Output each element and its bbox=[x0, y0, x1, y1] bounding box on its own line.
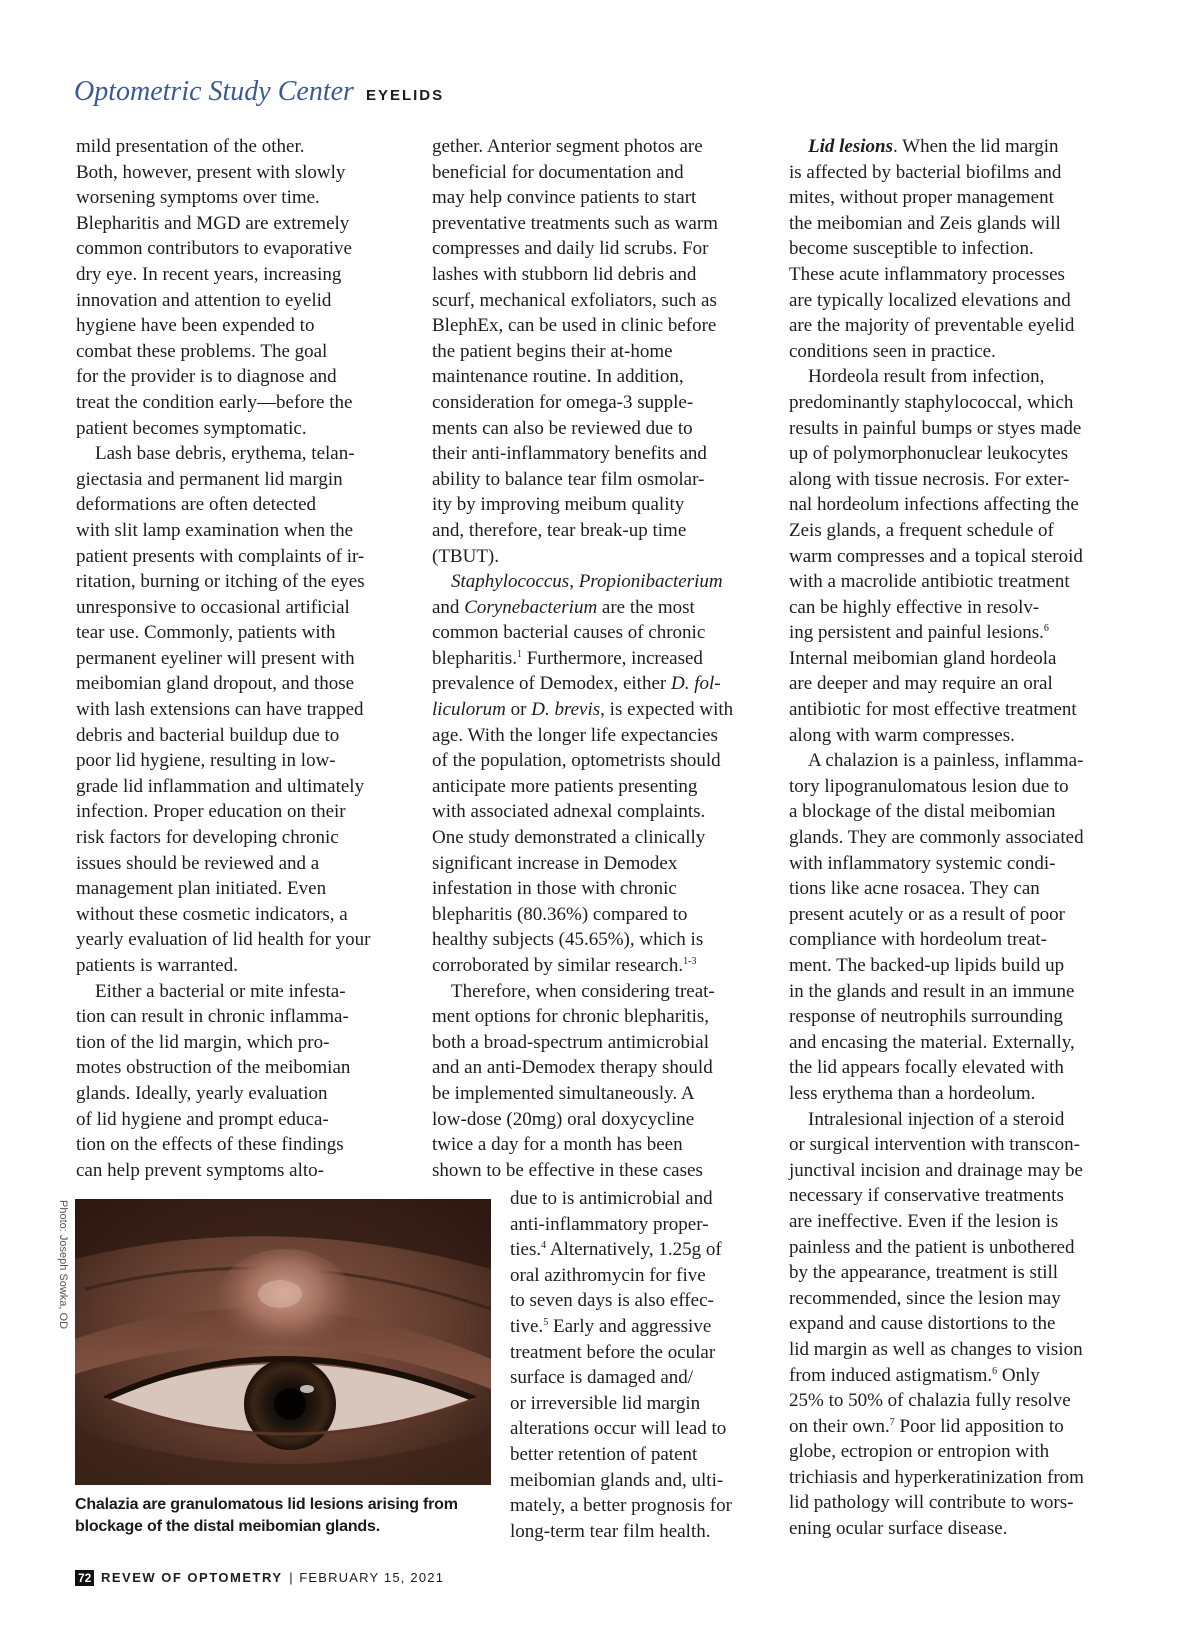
text-line: low-dose (20mg) oral doxycycline bbox=[432, 1108, 695, 1130]
text-line: meibomian glands and, ulti- bbox=[510, 1469, 724, 1491]
text-line: lid pathology will contribute to wors- bbox=[789, 1492, 1074, 1514]
text-line: can help prevent symptoms alto- bbox=[76, 1159, 324, 1181]
text-line: worsening symptoms over time. bbox=[76, 187, 320, 209]
text-line: prevalence of Demodex, either D. fol- bbox=[432, 673, 721, 695]
text-line: healthy subjects (45.65%), which is bbox=[432, 929, 704, 951]
text-line: anticipate more patients presenting bbox=[432, 775, 698, 797]
text-line: oral azithromycin for five bbox=[510, 1264, 706, 1286]
text-line: may help convince patients to start bbox=[432, 187, 697, 209]
text-line: glands. They are commonly associated bbox=[789, 827, 1084, 849]
text-line: the meibomian and Zeis glands will bbox=[789, 212, 1061, 234]
text-line: Lid lesions. When the lid margin bbox=[808, 136, 1059, 157]
text-line: These acute inflammatory processes bbox=[789, 263, 1065, 285]
text-line: treatment before the ocular bbox=[510, 1341, 716, 1363]
text-line: are ineffective. Even if the lesion is bbox=[789, 1210, 1059, 1232]
publication-name: REVEW OF OPTOMETRY bbox=[100, 1570, 283, 1585]
text-line: globe, ectropion or entropion with bbox=[789, 1441, 1050, 1463]
text-line: present acutely or as a result of poor bbox=[789, 903, 1065, 925]
text-line: combat these problems. The goal bbox=[76, 340, 328, 362]
text-line: Hordeola result from infection, bbox=[808, 366, 1045, 388]
text-line: anti-inflammatory proper- bbox=[510, 1213, 709, 1235]
text-line: giectasia and permanent lid margin bbox=[76, 468, 343, 490]
text-line: expand and cause distortions to the bbox=[789, 1313, 1056, 1335]
text-line: their anti-inflammatory benefits and bbox=[432, 443, 707, 465]
text-line: compresses and daily lid scrubs. For bbox=[432, 238, 709, 260]
text-line: blepharitis.$^1$ Furthermore, increased bbox=[432, 647, 703, 669]
text-line: deformations are often detected bbox=[76, 494, 317, 516]
text-line: patient presents with complaints of ir- bbox=[76, 545, 365, 567]
text-line: mately, a better prognosis for bbox=[510, 1495, 732, 1517]
text-line: Both, however, present with slowly bbox=[76, 161, 346, 183]
text-line: age. With the longer life expectancies bbox=[432, 724, 718, 746]
column-1 bbox=[76, 134, 406, 1183]
text-line: and encasing the material. Externally, bbox=[789, 1031, 1075, 1053]
text-line: antibiotic for most effective treatment bbox=[789, 699, 1077, 721]
text-line: ments can also be reviewed due to bbox=[432, 417, 693, 439]
text-line: long-term tear film health. bbox=[510, 1520, 711, 1542]
text-line: with a macrolide antibiotic treatment bbox=[789, 571, 1070, 593]
text-line: treat the condition early—before the bbox=[76, 391, 353, 413]
text-line: Staphylococcus, Propionibacterium bbox=[451, 571, 723, 593]
text-line: a blockage of the distal meibomian bbox=[789, 801, 1056, 823]
text-line: conditions seen in practice. bbox=[789, 340, 996, 362]
text-line: lashes with stubborn lid debris and bbox=[432, 263, 697, 285]
page-footer bbox=[75, 1570, 444, 1586]
text-line: surface is damaged and/ bbox=[510, 1367, 694, 1389]
text-line: can be highly effective in resolv- bbox=[789, 596, 1040, 618]
text-line: is affected by bacterial biofilms and bbox=[789, 161, 1062, 183]
text-line: BlephEx, can be used in clinic before bbox=[432, 315, 717, 337]
text-line: better retention of patent bbox=[510, 1443, 698, 1465]
text-line: and, therefore, tear break-up time bbox=[432, 519, 687, 541]
text-line: meibomian gland dropout, and those bbox=[76, 673, 355, 695]
text-line: along with tissue necrosis. For exter- bbox=[789, 468, 1070, 490]
text-line: Therefore, when considering treat- bbox=[451, 980, 715, 1002]
text-line: One study demonstrated a clinically bbox=[432, 827, 706, 849]
text-line: or irreversible lid margin bbox=[510, 1392, 701, 1414]
text-line: alterations occur will lead to bbox=[510, 1418, 727, 1440]
text-line: management plan initiated. Even bbox=[76, 878, 327, 900]
text-line: (TBUT). bbox=[432, 545, 500, 567]
text-line: innovation and attention to eyelid bbox=[76, 289, 332, 311]
text-line: ties.$^4$ Alternatively, 1.25g of bbox=[510, 1239, 722, 1261]
text-line: in the glands and result in an immune bbox=[789, 980, 1075, 1002]
text-line: common contributors to evaporative bbox=[76, 238, 352, 260]
text-line: shown to be effective in these cases bbox=[432, 1159, 703, 1181]
text-line: up of polymorphonuclear leukocytes bbox=[789, 443, 1069, 465]
text-line: ability to balance tear film osmolar- bbox=[432, 468, 705, 490]
text-line: are the majority of preventable eyelid bbox=[789, 315, 1075, 337]
text-line: be implemented simultaneously. A bbox=[432, 1082, 695, 1104]
text-line: patient becomes symptomatic. bbox=[76, 417, 307, 439]
text-line: Blepharitis and MGD are extremely bbox=[76, 212, 350, 234]
text-line: unresponsive to occasional artificial bbox=[76, 596, 350, 618]
text-line: tions like acne rosacea. They can bbox=[789, 878, 1040, 900]
text-line: poor lid hygiene, resulting in low- bbox=[76, 750, 336, 772]
text-line: with lash extensions can have trapped bbox=[76, 699, 364, 721]
text-line: infection. Proper education on their bbox=[76, 801, 346, 823]
text-line: tive.$^5$ Early and aggressive bbox=[510, 1315, 712, 1337]
text-line: Either a bacterial or mite infesta- bbox=[95, 980, 346, 1002]
text-line: warm compresses and a topical steroid bbox=[789, 545, 1083, 567]
text-line: compliance with hordeolum treat- bbox=[789, 929, 1047, 951]
text-line: blepharitis (80.36%) compared to bbox=[432, 903, 688, 925]
text-line: tory lipogranulomatous lesion due to bbox=[789, 775, 1069, 797]
text-line: scurf, mechanical exfoliators, such as bbox=[432, 289, 717, 311]
text-line: on their own.$^7$ Poor lid apposition to bbox=[789, 1415, 1064, 1437]
text-line: glands. Ideally, yearly evaluation bbox=[76, 1082, 328, 1104]
text-line: or surgical intervention with transcon- bbox=[789, 1134, 1080, 1156]
text-line: due to is antimicrobial and bbox=[510, 1188, 713, 1209]
text-line: necessary if conservative treatments bbox=[789, 1185, 1064, 1207]
text-line: are typically localized elevations and bbox=[789, 289, 1071, 311]
text-line: the patient begins their at-home bbox=[432, 340, 673, 362]
text-line: tion can result in chronic inflamma- bbox=[76, 1006, 349, 1028]
text-line: common bacterial causes of chronic bbox=[432, 622, 706, 644]
text-line: with slit lamp examination when the bbox=[76, 519, 354, 541]
page-number: 72 bbox=[75, 1570, 94, 1586]
text-line: without these cosmetic indicators, a bbox=[76, 903, 348, 925]
text-line: preventative treatments such as warm bbox=[432, 212, 718, 234]
text-line: to seven days is also effec- bbox=[510, 1290, 714, 1312]
chalazion-photo bbox=[75, 1199, 491, 1485]
text-line: the lid appears focally elevated with bbox=[789, 1057, 1064, 1079]
text-line: both a broad-spectrum antimicrobial bbox=[432, 1031, 709, 1053]
text-line: nal hordeolum infections affecting the bbox=[789, 494, 1079, 516]
column-2 bbox=[432, 134, 762, 1183]
text-line: ening ocular surface disease. bbox=[789, 1518, 1008, 1540]
text-line: Zeis glands, a frequent schedule of bbox=[789, 519, 1054, 541]
text-line: lid margin as well as changes to vision bbox=[789, 1338, 1083, 1360]
text-line: risk factors for developing chronic bbox=[76, 827, 339, 849]
text-line: consideration for omega-3 supple- bbox=[432, 391, 694, 413]
text-line: tion of the lid margin, which pro- bbox=[76, 1031, 330, 1053]
text-line: from induced astigmatism.$^6$ Only bbox=[789, 1364, 1040, 1386]
text-line: ment. The backed-up lipids build up bbox=[789, 955, 1065, 976]
text-line: debris and bacterial buildup due to bbox=[76, 724, 340, 746]
text-line: with associated adnexal complaints. bbox=[432, 801, 706, 823]
text-line: become susceptible to infection. bbox=[789, 238, 1034, 260]
text-line: beneficial for documentation and bbox=[432, 161, 684, 183]
text-line: along with warm compresses. bbox=[789, 724, 1015, 746]
text-line: and Corynebacterium are the most bbox=[432, 596, 695, 618]
text-line: dry eye. In recent years, increasing bbox=[76, 263, 342, 285]
column-3 bbox=[789, 134, 1119, 1542]
text-line: infestation in those with chronic bbox=[432, 878, 677, 900]
text-line: issues should be reviewed and a bbox=[76, 852, 320, 874]
text-line: trichiasis and hyperkeratinization from bbox=[789, 1466, 1084, 1488]
figure-caption: Chalazia are granulomatous lid lesions arising from blockage of the distal meibomian glands. bbox=[75, 1496, 458, 1535]
text-line: gether. Anterior segment photos are bbox=[432, 136, 703, 157]
text-line: recommended, since the lesion may bbox=[789, 1287, 1061, 1309]
text-line: ity by improving meibum quality bbox=[432, 494, 685, 516]
text-line: by the appearance, treatment is still bbox=[789, 1262, 1059, 1284]
photo-credit bbox=[55, 1200, 71, 1350]
text-line: mild presentation of the other. bbox=[76, 136, 305, 157]
text-line: tion on the effects of these findings bbox=[76, 1134, 344, 1156]
text-line: and an anti-Demodex therapy should bbox=[432, 1057, 713, 1079]
text-line: patients is warranted. bbox=[76, 955, 238, 976]
text-line: hygiene have been expended to bbox=[76, 315, 315, 337]
running-header bbox=[74, 76, 444, 108]
text-line: 25% to 50% of chalazia fully resolve bbox=[789, 1390, 1071, 1412]
text-line: response of neutrophils surrounding bbox=[789, 1006, 1063, 1028]
text-line: Internal meibomian gland hordeola bbox=[789, 647, 1057, 669]
text-line: painless and the patient is unbothered bbox=[789, 1236, 1075, 1258]
text-line: motes obstruction of the meibomian bbox=[76, 1057, 351, 1079]
text-line: junctival incision and drainage may be bbox=[789, 1159, 1083, 1181]
text-line: twice a day for a month has been bbox=[432, 1134, 683, 1156]
text-line: results in painful bumps or styes made bbox=[789, 417, 1082, 439]
text-line: liculorum or D. brevis, is expected with bbox=[432, 699, 734, 721]
text-line: for the provider is to diagnose and bbox=[76, 366, 337, 388]
eye-illustration bbox=[75, 1199, 491, 1485]
text-line: of the population, optometrists should bbox=[432, 750, 721, 772]
text-line: less erythema than a hordeolum. bbox=[789, 1082, 1036, 1104]
text-line: significant increase in Demodex bbox=[432, 852, 678, 874]
footer-separator: | bbox=[289, 1570, 293, 1585]
text-line: predominantly staphylococcal, which bbox=[789, 391, 1074, 413]
text-line: ritation, burning or itching of the eyes bbox=[76, 571, 365, 593]
text-line: mites, without proper management bbox=[789, 187, 1054, 209]
text-line: are deeper and may require an oral bbox=[789, 673, 1053, 695]
text-line: with inflammatory systemic condi- bbox=[789, 852, 1056, 874]
text-line: permanent eyeliner will present with bbox=[76, 647, 355, 669]
text-line: tear use. Commonly, patients with bbox=[76, 622, 336, 644]
issue-date: FEBRUARY 15, 2021 bbox=[299, 1570, 445, 1585]
photo-credit-text: Photo: Joseph Sowka, OD bbox=[57, 1200, 69, 1330]
text-line: Lash base debris, erythema, telan- bbox=[95, 443, 355, 465]
text-line: ing persistent and painful lesions.$^6$ bbox=[789, 622, 1049, 644]
text-line: maintenance routine. In addition, bbox=[432, 366, 684, 388]
text-line: yearly evaluation of lid health for your bbox=[76, 929, 371, 951]
text-line: Intralesional injection of a steroid bbox=[808, 1108, 1065, 1130]
text-line: of lid hygiene and prompt educa- bbox=[76, 1108, 329, 1130]
text-line: A chalazion is a painless, inflamma- bbox=[808, 750, 1084, 772]
text-line: ment options for chronic blepharitis, bbox=[432, 1006, 710, 1028]
text-line: grade lid inflammation and ultimately bbox=[76, 775, 365, 797]
text-line: corroborated by similar research.$^{1-3}$ bbox=[432, 955, 697, 976]
column-2-continued bbox=[510, 1186, 770, 1544]
section-label: EYELIDS bbox=[365, 87, 445, 104]
series-title: Optometric Study Center bbox=[74, 76, 354, 107]
